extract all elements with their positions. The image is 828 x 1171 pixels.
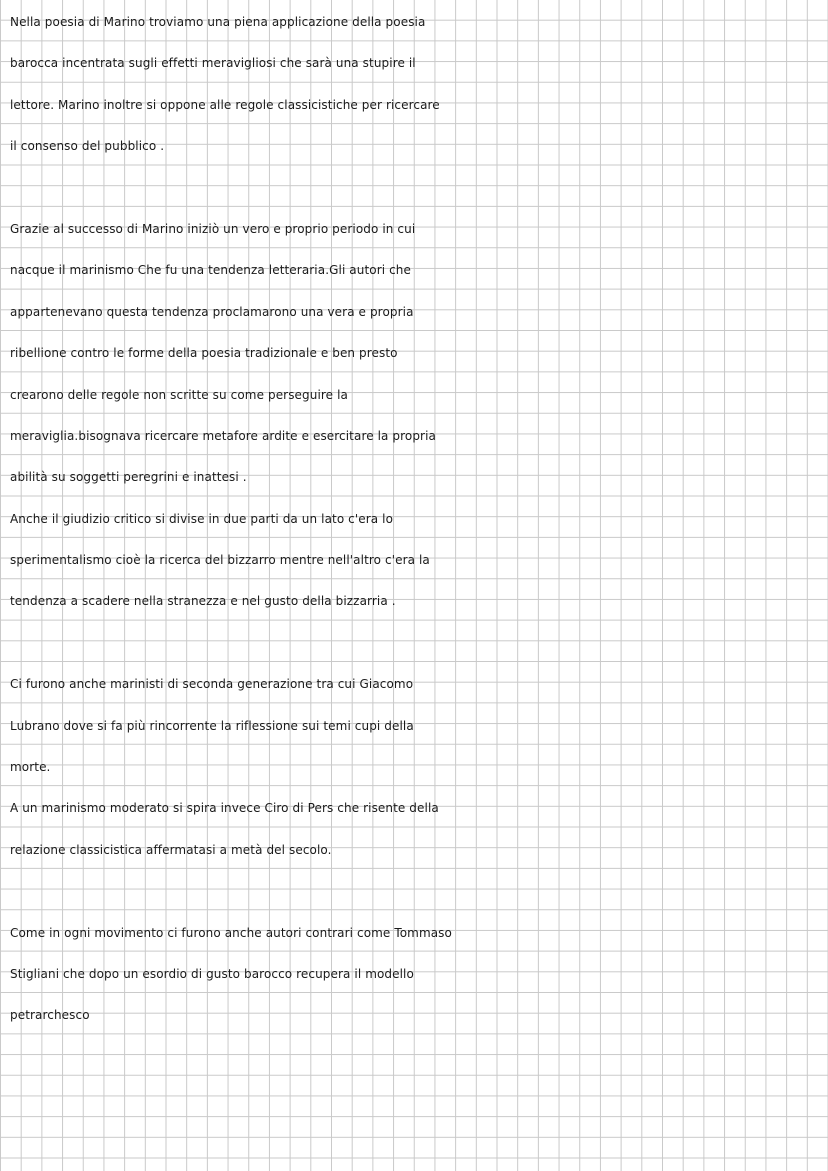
text-line: Nella poesia di Marino troviamo una piena applicazione della poesia (10, 15, 426, 29)
text-line: nacque il marinismo Che fu una tendenza letteraria.Gli autori che (10, 263, 411, 278)
text-line: crearono delle regole non scritte su come perseguire la (10, 387, 348, 402)
text-line: barocca incentrata sugli effetti meravigliosi che sarà una stupire il (10, 56, 416, 71)
text-line: Grazie al successo di Marino iniziò un vero e proprio periodo in cui (10, 221, 416, 236)
note-page (10, 2, 822, 1037)
text-line: Come in ogni movimento ci furono anche autori contrari come Tommaso (10, 925, 452, 940)
text-line: Lubrano dove si fa più rincorrente la riflessione sui temi cupi della (10, 718, 414, 733)
paragraph-gap (10, 871, 822, 912)
text-line: meraviglia.bisognava ricercare metafore ardite e esercitare la propria (10, 428, 436, 443)
paragraph-4 (10, 913, 822, 1037)
paragraph-1 (10, 2, 822, 168)
paragraph-gap (10, 168, 822, 209)
text-line: petrarchesco (10, 1008, 90, 1023)
text-line: il consenso del pubblico . (10, 139, 165, 154)
text-line: morte. (10, 760, 51, 775)
text-line: sperimentalismo cioè la ricerca del bizzarro mentre nell'altro c'era la (10, 553, 430, 568)
text-line: abilità su soggetti peregrini e inattesi . (10, 470, 247, 485)
paragraph-2 (10, 209, 822, 623)
text-line: relazione classicistica affermatasi a metà del secolo. (10, 842, 332, 857)
text-line: Anche il giudizio critico si divise in due parti da un lato c'era lo (10, 511, 394, 526)
text-line: ribellione contro le forme della poesia tradizionale e ben presto (10, 346, 398, 361)
text-line: Stigliani che dopo un esordio di gusto barocco recupera il modello (10, 966, 414, 981)
paragraph-3 (10, 664, 822, 871)
paragraph-gap (10, 623, 822, 664)
text-line: lettore. Marino inoltre si oppone alle regole classicistiche per ricercare (10, 97, 440, 112)
text-line: appartenevano questa tendenza proclamarono una vera e propria (10, 304, 414, 319)
text-line: tendenza a scadere nella stranezza e nel gusto della bizzarria . (10, 594, 396, 609)
text-line: A un marinismo moderato si spira invece Ciro di Pers che risente della (10, 801, 439, 816)
text-line: Ci furono anche marinisti di seconda generazione tra cui Giacomo (10, 677, 414, 692)
